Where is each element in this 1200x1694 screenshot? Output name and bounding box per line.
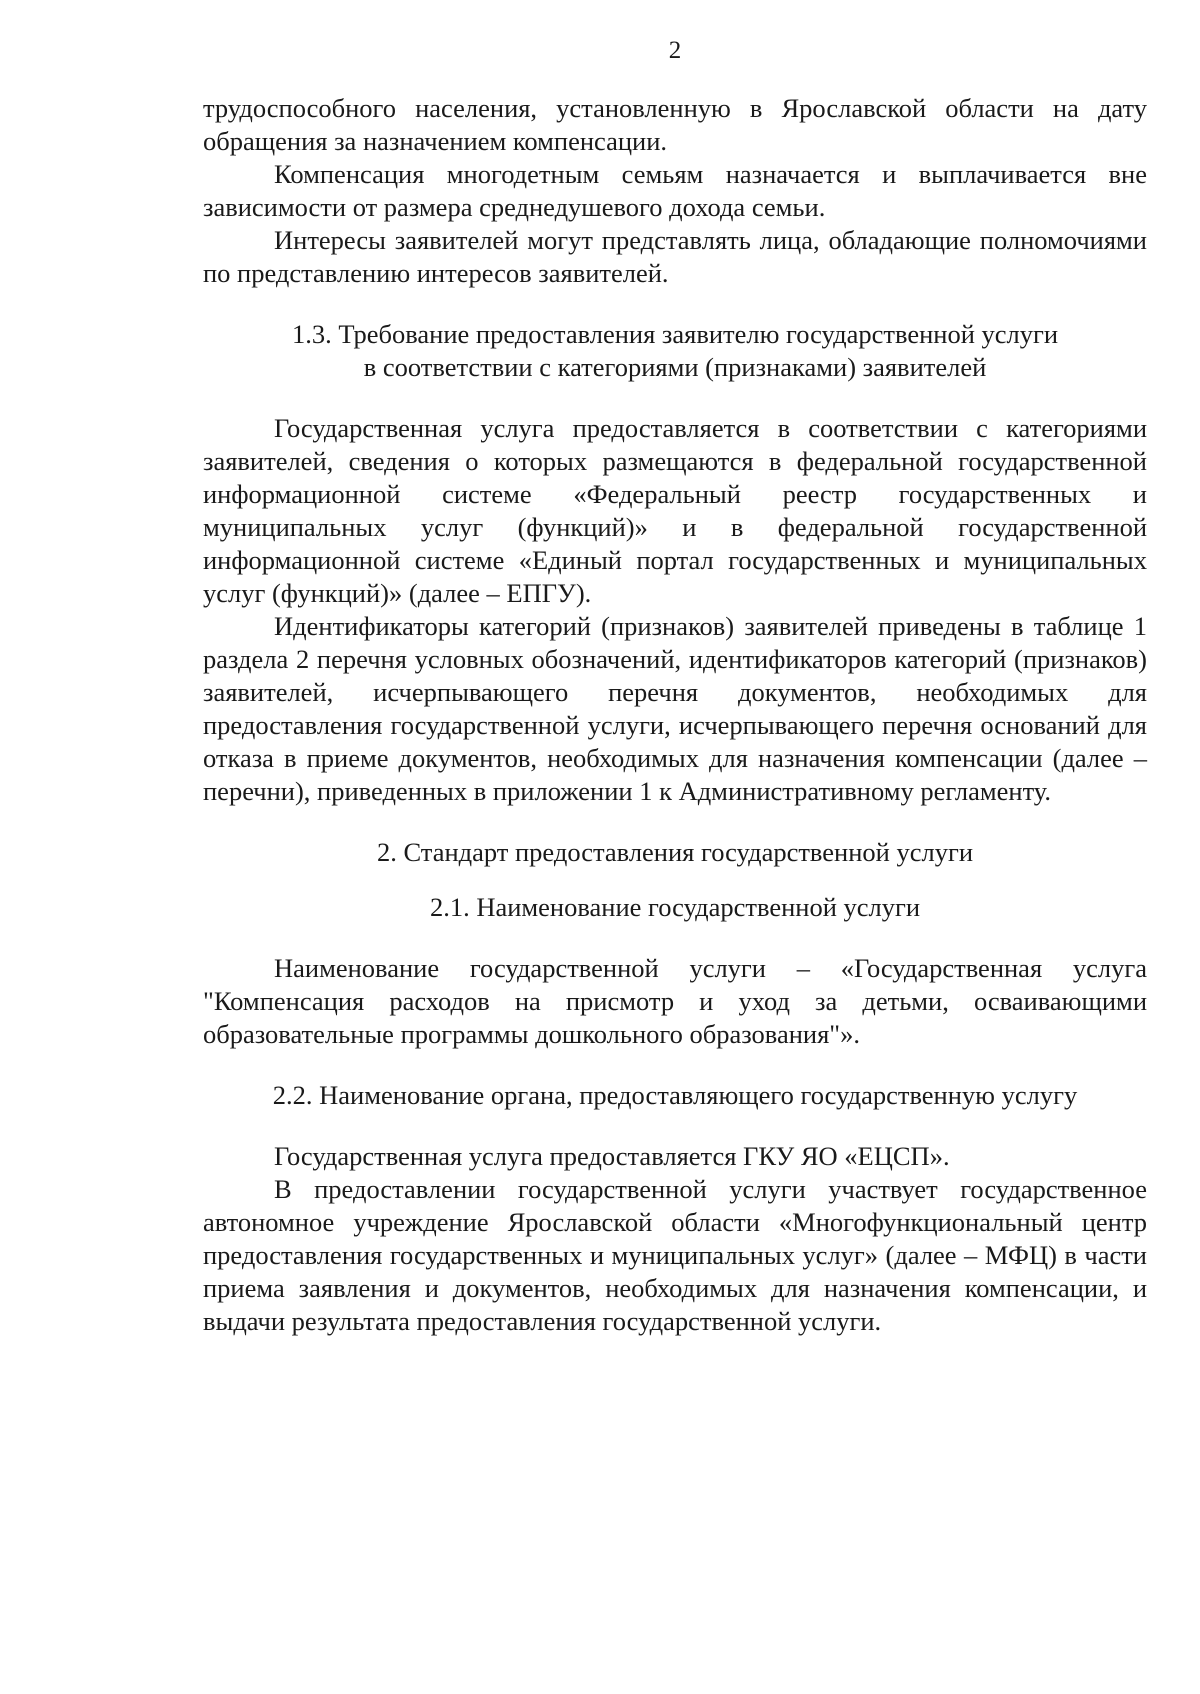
spacer bbox=[203, 808, 1147, 836]
page-number: 2 bbox=[668, 37, 682, 64]
paragraph-large-families: Компенсация многодетным семьям назначается и выплачивается вне зависимости от размера среднедушевого дохода семьи. bbox=[203, 159, 1147, 222]
paragraph-representatives: Интересы заявителей могут представлять лица, обладающие полномочиями по представлению интересов заявителей. bbox=[203, 225, 1147, 288]
paragraph-mfc: В предоставлении государственной услуги участвует государственное автономное учреждение Ярославской области «Многофункциональный центр предоставления государственных и муниципальных услуг» (далее – МФЦ) в части приема заявления и документов, необходимых для назначения компенсации, и выдачи результата предоставления государственной услуги. bbox=[203, 1174, 1147, 1336]
section-heading-1-3-line1: 1.3. Требование предоставления заявителю государственной услуги bbox=[291, 319, 1059, 349]
paragraph-service-name: Наименование государственной услуги – «Государственная услуга "Компенсация расходов на присмотр и уход за детьми, осваивающими образовательные программы дошкольного образования"». bbox=[203, 953, 1147, 1049]
spacer bbox=[203, 1051, 1147, 1079]
spacer bbox=[203, 869, 1147, 891]
section-heading-2-2: 2.2. Наименование органа, предоставляющего государственную услугу bbox=[272, 1080, 1078, 1110]
spacer bbox=[203, 384, 1147, 412]
spacer bbox=[203, 1112, 1147, 1140]
spacer bbox=[203, 290, 1147, 318]
paragraph-continuation: трудоспособного населения, установленную в Ярославской области на дату обращения за назначением компенсации. bbox=[203, 93, 1147, 156]
section-heading-2: 2. Стандарт предоставления государственной услуги bbox=[376, 837, 974, 867]
spacer bbox=[203, 924, 1147, 952]
paragraph-identifiers: Идентификаторы категорий (признаков) заявителей приведены в таблице 1 раздела 2 перечня условных обозначений, идентификаторов категорий (признаков) заявителей, исчерпывающего перечня документов, необходимых для предоставления государственной услуги, исчерпывающего перечня оснований для отказа в приеме документов, необходимых для назначения компенсации (далее – перечни), приведенных в приложении 1 к Административному регламенту. bbox=[203, 611, 1147, 806]
paragraph-categories: Государственная услуга предоставляется в соответствии с категориями заявителей, сведения о которых размещаются в федеральной государственной информационной системе «Федеральный реестр государственных и муниципальных услуг (функций)» и в федеральной государственной информационной системе «Единый портал государственных и муниципальных услуг (функций)» (далее – ЕПГУ). bbox=[203, 413, 1147, 608]
paragraph-provider: Государственная услуга предоставляется ГКУ ЯО «ЕЦСП». bbox=[274, 1141, 950, 1171]
document-body bbox=[203, 92, 1147, 1338]
section-heading-2-1: 2.1. Наименование государственной услуги bbox=[429, 892, 921, 922]
section-heading-1-3-line2: в соответствии с категориями (признаками) заявителей bbox=[363, 352, 987, 382]
